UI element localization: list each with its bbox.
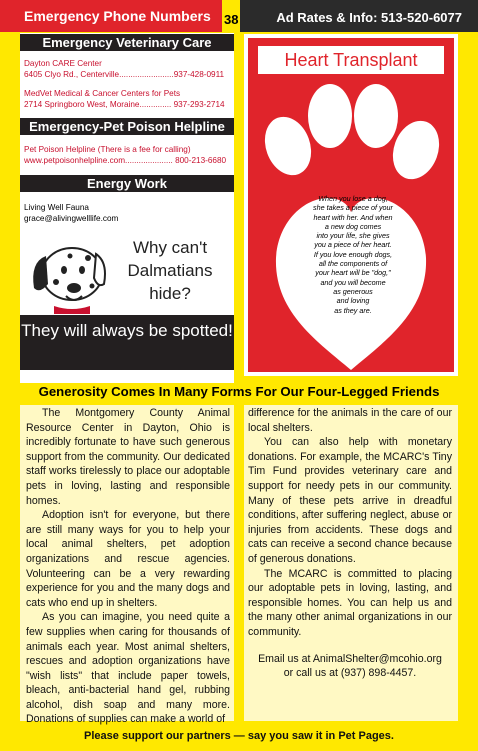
header-section-tab [0,0,222,32]
footer-note: Please support our partners — say you saw it in Pet Pages. [84,730,394,742]
vet-care-heading: Emergency Veterinary Care [20,34,234,51]
poem-line: as they are. [334,305,372,315]
joke-answer: They will always be spotted! [20,315,234,370]
heart-ad-title: Heart Transplant [258,46,444,74]
poem-line: into your life, she gives [316,231,390,241]
article-paragraph: difference for the animals in the care of our local shelters. [248,407,452,434]
poison-helpline-link[interactable]: www.petpoisonhelpline.com..................... 800-213-6680 [24,156,227,165]
poem-line: she takes a piece of your [313,203,393,213]
poem-line: all the components of [318,259,388,269]
contact-email[interactable]: Email us at AnimalShelter@mcohio.org [258,652,442,665]
poem-line: and loving [336,296,370,306]
poem-line: your heart will be "dog," [315,268,391,278]
poem-line: as generous [333,286,373,296]
poem-line: and you will become [320,277,386,287]
poem-line: If you love enough dogs, [313,249,393,259]
joke-question: Why can't Dalmatians hide? [127,238,213,303]
poem-line: heart with her. And when [313,212,393,222]
page-number: 38 [224,12,239,27]
contact-phone: or call us at (937) 898-4457. [283,667,417,680]
article-column-2 [248,406,452,681]
article-paragraph: As you can imagine, you need quite a few supplies when caring for thousands of animals each year. Most animal shelters, rescues and adoption organizations have "wish lists" that include paper towels, bleach, anti-bacterial hand gel, rubbing alcohol, dish soap and many more. Donations of supplies can make a world of [26,611,230,726]
vet-entry-1-address: 6405 Clyo Rd., Centerville........................937-428-0911 [24,70,225,79]
poem-line: When you lose a dog, [318,194,388,203]
article-paragraph: The Montgomery County Animal Resource Center in Dayton, Ohio is incredibly fortunate to have such generous support from the community. Our dedicated staff works tirelessly to place our adoptable pets in loving, lasting and responsible homes. [26,407,230,507]
vet-entry-2-name: MedVet Medical & Cancer Centers for Pets [24,89,181,98]
energy-provider-name: Living Well Fauna [24,203,89,212]
heart-ad-poem [290,194,416,315]
energy-heading: Energy Work [20,175,234,192]
vet-entry-2-address: 2714 Springboro West, Moraine.............. 937-293-2714 [24,100,225,109]
section-title: Emergency Phone Numbers [24,8,211,24]
ad-rates-info: Ad Rates & Info: 513-520-6077 [276,10,462,25]
energy-provider-email[interactable]: grace@alivingwelllife.com [24,214,119,223]
poem-line: you a piece of her heart. [314,240,392,250]
article-paragraph: Adoption isn't for everyone, but there are still many ways for you to help your local animal shelters, pet adoption organizations and rescue agencies. Volunteering can be a very rewarding experience for you and the many dogs and cats who end up in shelters. [26,509,230,609]
article-paragraph: The MCARC is committed to placing our adoptable pets in loving, lasting, and responsible homes. You can help us and the many other animal organizations in our community. [248,567,452,638]
article-paragraph: You can also help with monetary donations. For example, the MCARC's Tiny Tim Fund provides veterinary care and support for needy pets in our community. Many of these pets arrive in dreadful conditions, after suffering neglect, abuse or injuries from accidents. These dogs and cats can receive a second chance because of generous donations. [248,436,452,565]
poison-heading: Emergency-Pet Poison Helpline [20,118,234,135]
poem-line: a new dog comes [324,221,382,231]
poison-helpline-name: Pet Poison Helpline (There is a fee for calling) [24,145,191,154]
dalmatian-illustration [24,232,112,314]
vet-entry-1-name: Dayton CARE Center [24,59,102,68]
article-column-1 [26,406,230,727]
article-title: Generosity Comes In Many Forms For Our Four-Legged Friends [38,384,440,399]
